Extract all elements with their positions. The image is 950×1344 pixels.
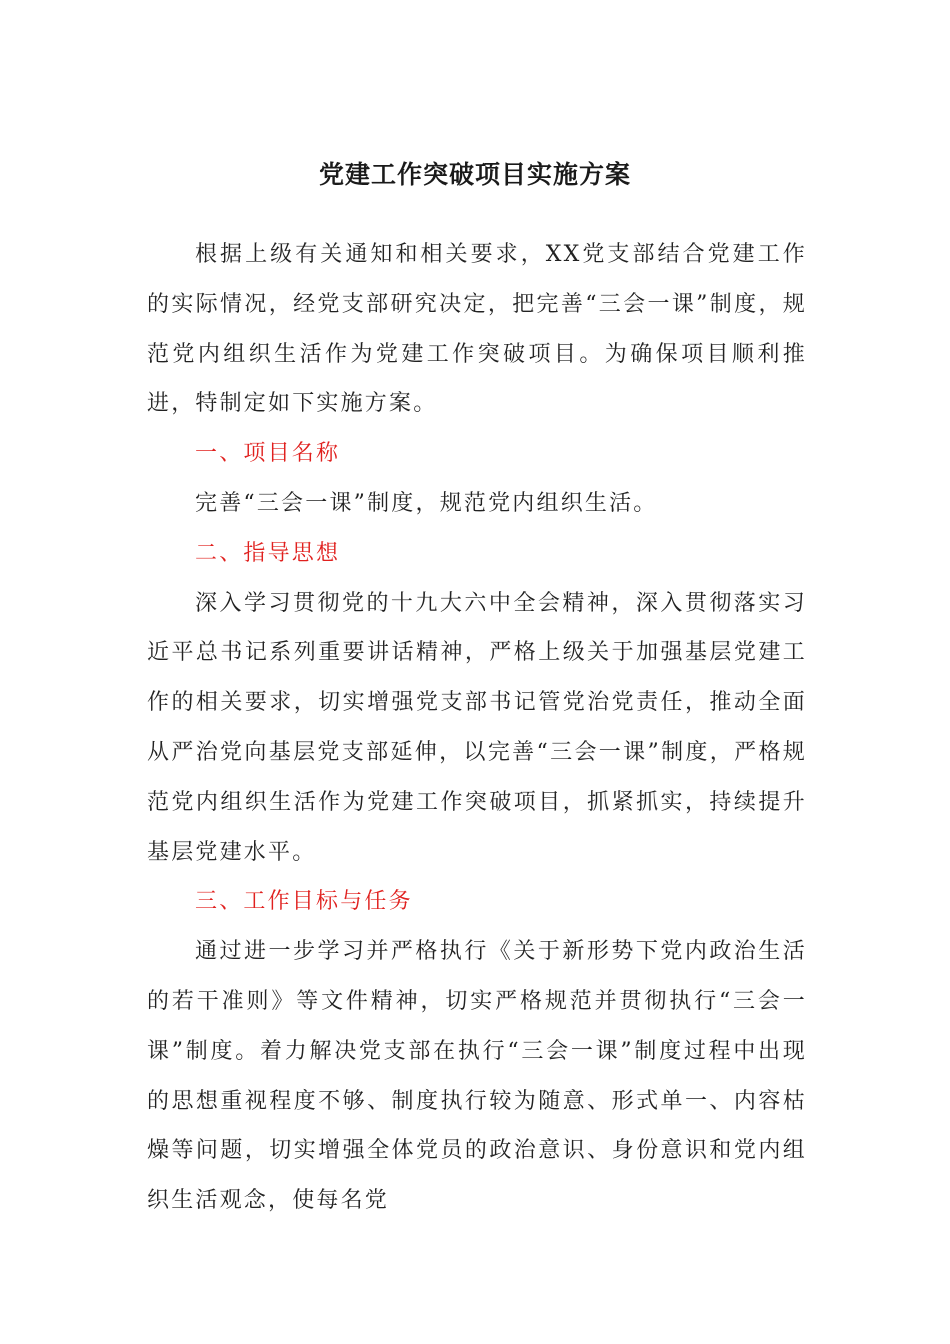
section-heading-guiding-ideology: 二、指导思想	[195, 540, 341, 566]
document-body	[147, 230, 807, 1226]
section-text-guiding-ideology: 深入学习贯彻党的十九大六中全会精神，深入贯彻落实习近平总书记系列重要讲话精神，严格上级关于加强基层党建工作的相关要求，切实增强党支部书记管党治党责任，推动全面从严治党向基层党支部延伸，以完善“三会一课”制度，严格规范党内组织生活作为党建工作突破项目，抓紧抓实，持续提升基层党建水平。	[147, 590, 807, 865]
section-heading-goals-tasks: 三、工作目标与任务	[195, 889, 413, 915]
intro-paragraph: 根据上级有关通知和相关要求，XX党支部结合党建工作的实际情况，经党支部研究决定，把完善“三会一课”制度，规范党内组织生活作为党建工作突破项目。为确保项目顺利推进，特制定如下实施方案。	[147, 242, 807, 417]
section-text-project-name: 完善“三会一课”制度，规范党内组织生活。	[195, 490, 658, 516]
section-heading-project-name: 一、项目名称	[195, 441, 341, 467]
document-title: 党建工作突破项目实施方案	[318, 160, 631, 189]
section-text-goals-tasks: 通过进一步学习并严格执行《关于新形势下党内政治生活的若干准则》等文件精神，切实严格规范并贯彻执行“三会一课”制度。着力解决党支部在执行“三会一课”制度过程中出现的思想重视程度不够、制度执行较为随意、形式单一、内容枯燥等问题，切实增强全体党员的政治意识、身份意识和党内组织生活观念，使每名党	[147, 939, 807, 1214]
